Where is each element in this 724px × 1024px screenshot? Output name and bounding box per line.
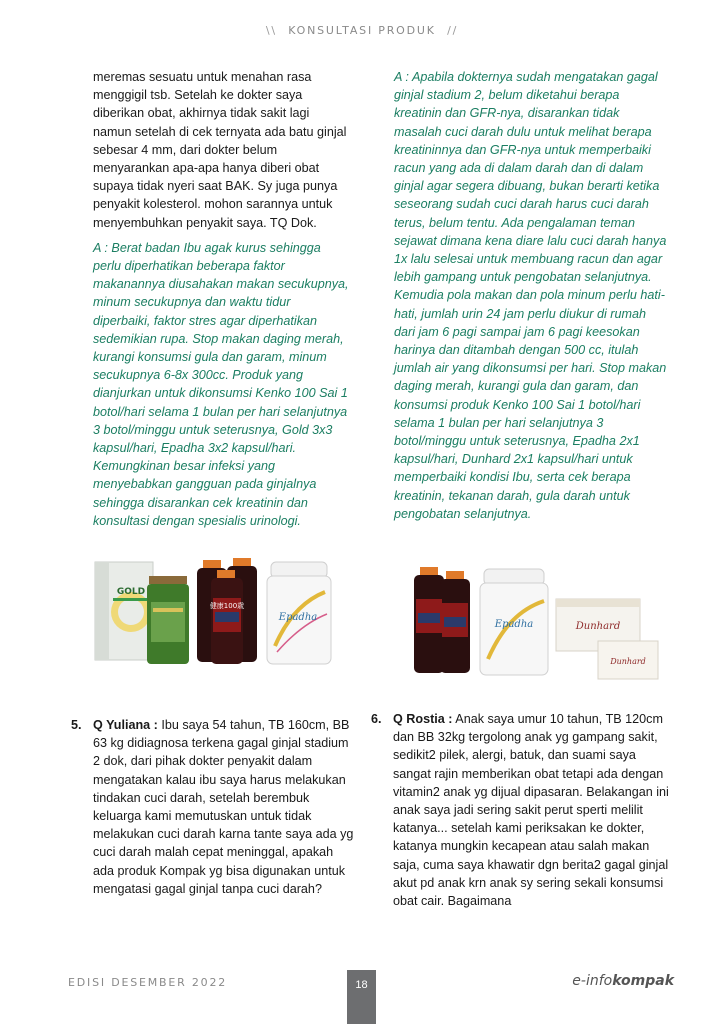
product-image-left [93,556,333,666]
gold-bottle [147,576,189,664]
brand-name: kompak [612,973,674,989]
asker-name: Q Yuliana : [93,718,158,732]
section-title: KONSULTASI PRODUK [288,24,436,37]
left-column [93,68,351,530]
answer-right: A : Apabila dokternya sudah mengatakan gagal ginjal stadium 2, belum diketahui berapa kreatinin dan GFR-nya, disarankan tidak masalah cuci darah dulu untuk melihat berapa kreatininnya dan GFR-nya untuk memperbaiki racun yang ada di dalam darah dan di dalam ginjal agar segera dibuang, bukan berarti ketika seseorang sudah cuci darah harus cuci darah terus, belum tentu. Ada pengalaman teman sejawat dimana kena diare lalu cuci darah hanya 1x lalu selesai untuk membuang racun dan agar lebih gampang untuk pengobatan selanjutnya. Kemudia pola makan dan pola minum perlu hati-hati, jumlah urin 24 jam perlu diukur di rumah dari jam 6 pagi sampai jam 6 pagi keesokan harinya dan ditambah dengan 500 cc, itulah jumlah air yang dikonsumsi per hari. Stop makan daging merah, kurangi gula dan garam, dan konsumsi produk Kenko 100 Sai 1 botol/hari selama 1 bulan per hari selanjutnya 3 botol/minggu untuk seterusnya, Epadha 2x1 kapsul/hari, Dunhard 2x1 kapsul/hari untuk memperbaiki kondisi Ibu, serta cek berapa kreatinin, tekanan darah, gula darah untuk pengobatan selanjutnya. [394,70,667,521]
section-header [0,24,724,42]
question-number: 5. [71,718,82,732]
kenko-label: 健康100歳 [209,602,245,610]
dunhard-boxes [556,599,658,679]
question-body [93,716,355,898]
epadha-bottle [267,562,331,664]
gold-box [95,562,153,660]
product-image-right [398,563,663,683]
header-slash-right: // [447,24,459,37]
kenko-bottles [197,558,257,664]
brand-logo [572,973,674,989]
kenko-bottles-right [414,567,470,673]
header-slash-left: \\ [265,24,277,37]
dunhard-label: Dunhard [575,621,621,632]
question-text: Anak saya umur 10 tahun, TB 120cm dan BB 32kg tergolong anak yg gampang sakit, sedikit2 pilek, alergi, batuk, dan suami saya sangat rajin memberikan obat tetapi ada dengan vitamin2 anak yg dijual dipasaran. Belakangan ini anak saya jadi sering sakit perut sperti melilit katanya... setelah kami periksakan ke dokter, katanya mungkin kecapean atau salah makan saja, cuma saya khawatir dgn berita2 gagal ginjal akut pd anak krn anak sy sering sekali konsumsi obat cair. Bagaimana [393,712,669,909]
question-continuation: meremas sesuatu untuk menahan rasa menggigil tsb. Setelah ke dokter saya diberikan obat, akhirnya tidak sakit lagi namun setelah di cek ternyata ada batu ginjal sebesar 4 mm, dari dokter belum menyarankan apa-apa hanya diberi obat supaya tidak nyeri saat BAK. Sy juga punya penyakit kolesterol. mohon sarannya untuk menyembuhkan penyakit saya. TQ Dok. [93,70,347,230]
question-5 [71,716,355,898]
epadha-label-right: Epadha [494,619,534,630]
right-column [394,68,670,523]
epadha-label: Epadha [278,612,318,623]
dunhard-label-small: Dunhard [610,657,646,666]
question-6 [371,710,671,910]
answer-left: A : Berat badan Ibu agak kurus sehingga perlu diperhatikan beberapa faktor makanannya diusahakan makan secukupnya, minum secukupnya dan waktu tidur diperbaiki, faktor stres agar diperhatikan sedemikian rupa. Stop makan daging merah, kurangi konsumsi gula dan garam, minum secukupnya 6-8x 300cc. Produk yang dianjurkan untuk dikonsumsi Kenko 100 Sai 1 botol/hari selama 1 bulan per hari selanjutnya 3 botol/minggu untuk seterusnya, Gold 3x3 kapsul/hari, Epadha 3x2 kapsul/hari. Kemungkinan besar infeksi yang menyebabkan gangguan pada ginjalnya sehingga disarankan cek kreatinin dan konsultasi dengan spesialis urinologi. [93,240,349,528]
asker-name: Q Rostia : [393,712,453,726]
gold-label: GOLD [116,587,146,597]
epadha-bottle-right [480,569,548,675]
page-number: 18 [347,970,376,1024]
question-number: 6. [371,712,382,726]
question-body [393,710,671,910]
edition-label: EDISI DESEMBER 2022 [68,976,228,989]
question-text: Ibu saya 54 tahun, TB 160cm, BB 63 kg didiagnosa terkena gagal ginjal stadium 2 dok, dari pihak dokter penyakit dalam mengatakan kalau ibu saya harus melakukan tindakan cuci darah, setelah berembuk keluarga kami memutuskan untuk tidak melakukan cuci darah karna tante saya ada yg cuci darah malah cepat meninggal, apakah ada produk Kompak yg bisa digunakan untuk mengatasi gagal ginjal tanpa cuci darah? [93,718,354,896]
brand-prefix: e-info [572,973,613,989]
